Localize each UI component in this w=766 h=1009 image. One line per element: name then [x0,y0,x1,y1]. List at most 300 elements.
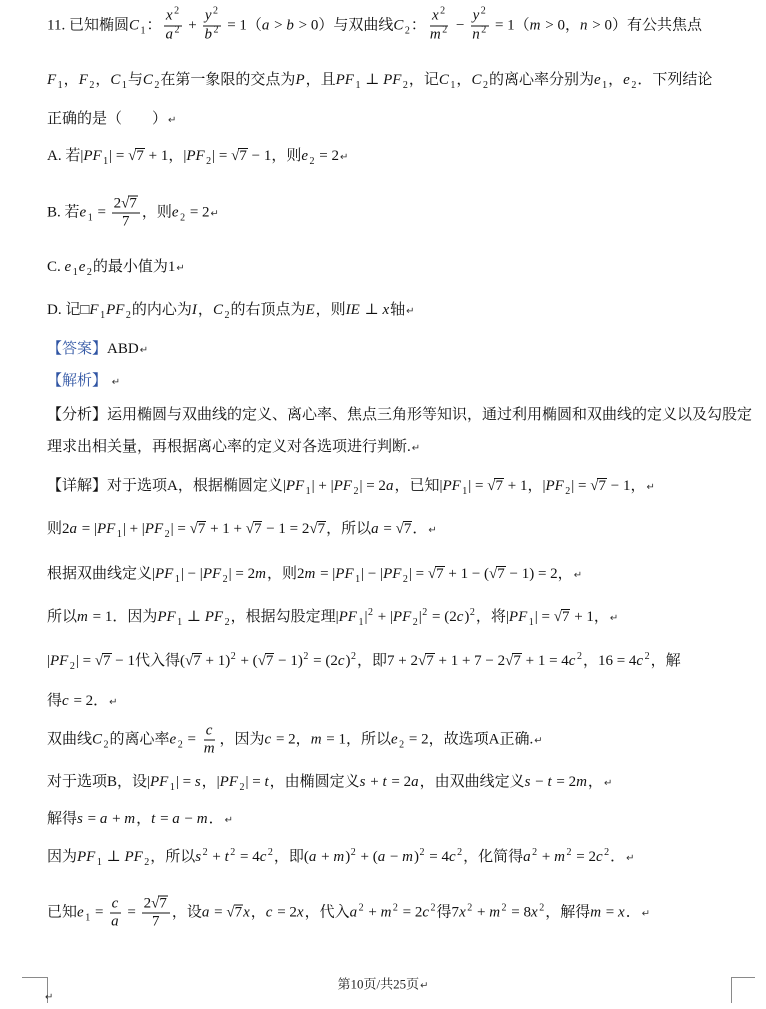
text-run: 得 [47,693,63,709]
subscript: 1 [358,617,364,628]
subscript: 1 [103,156,109,167]
superscript: 2 [174,5,180,17]
superscript: 2 [230,651,236,662]
text-run: = 1（ [223,17,262,34]
text-run: | [47,653,51,669]
text-run: 对于选项B，设| [47,774,151,790]
text-run: ，解 [650,653,681,669]
subscript: 1 [169,782,175,793]
math-variable: C [128,17,139,34]
text-run: = 2． [69,693,109,709]
text-run: ，将| [475,609,509,625]
fraction-numerator [112,196,140,214]
math-variable: c [205,722,213,739]
square-root [190,519,207,539]
fraction-numerator [164,5,182,27]
text-run: 的离心率分别为 [488,72,594,88]
text-run: ，且 [305,72,336,88]
text-run: 双曲线 [47,731,93,748]
fraction [109,896,122,931]
math-variable: m [310,731,322,748]
text-run: 7 [436,566,444,582]
text-run: ，由椭圆定义 [269,774,360,790]
text-run: 7 [239,148,247,164]
detail-line-6 [47,691,118,713]
subscript: 2 [239,782,245,793]
math-variable: n [579,17,588,34]
subscript: 1 [602,80,608,91]
math-variable: PF [77,849,96,865]
math-variable: x [618,904,625,921]
text-run: | [418,609,422,625]
text-run: ． [610,849,626,865]
square-root [185,651,202,671]
detail-line-11 [47,896,650,931]
radicand [265,653,275,668]
math-variable: m [489,904,501,921]
text-run: ，则 [315,302,346,318]
math-variable: PF [383,72,402,88]
text-run: = [123,904,140,921]
text-run: − 1 = 2 [262,521,310,537]
subscript: 1 [140,25,146,37]
math-variable: PF [442,478,461,494]
question-stem-line-3 [47,109,176,131]
text-run: > 0， [541,17,580,34]
math-variable: PF [106,302,125,318]
text-run: 理求出相关量，再根据离心率的定义对各选项进行判断. [47,439,411,455]
text-run: 7 [598,478,606,494]
text-run: B. 若 [47,204,80,221]
math-variable: a [349,904,358,921]
text-run: 7 [159,895,167,912]
math-variable: c [595,849,603,865]
math-variable: x [382,302,390,318]
section-label: 【答案】 [47,341,108,357]
math-variable: e [593,72,601,88]
subscript: 2 [144,857,150,868]
text-run: ，因为 [219,731,265,748]
math-variable: s [77,811,83,827]
math-variable: e [77,904,84,921]
math-variable: m [77,609,88,625]
paragraph-mark: ↵ [603,778,613,789]
math-variable: C [92,731,103,748]
subscript: 2 [402,80,408,91]
paragraph-mark: ↵ [176,263,185,274]
math-variable: e [78,259,86,275]
math-variable: x [531,904,538,921]
text-run: = 2 [387,774,412,790]
math-variable: s [524,774,531,790]
paragraph-mark: ↵ [111,377,121,388]
math-variable: s [194,774,201,790]
math-variable: PF [335,566,354,582]
subscript: 2 [180,212,186,224]
text-run: 得7 [436,904,460,921]
text-run: 7 [317,521,326,537]
radicand [135,148,145,163]
square-root [226,902,243,922]
text-run: + 1，| [144,148,187,164]
subscript: 1 [177,617,183,628]
math-variable: m [333,849,345,865]
question-stem-line-1 [47,5,702,45]
text-run: − 1) [274,653,303,669]
text-run: 解得 [47,811,78,827]
subscript: 2 [404,25,410,37]
math-variable: c [456,609,464,625]
text-run: = 2 [572,849,596,865]
radicand [128,196,138,211]
math-variable: c [265,904,273,921]
text-run: 7 [561,609,570,625]
math-variable: c [636,653,644,669]
text-run: 7 [136,148,144,164]
text-run: ⊥ [360,302,383,318]
text-run: 2 [113,195,122,212]
subscript: 1 [305,486,311,497]
detail-line-4 [47,607,618,629]
superscript: 2 [539,902,545,914]
subscript: 1 [87,212,93,224]
math-variable: x [165,7,173,24]
superscript: 2 [267,847,273,858]
text-run: + [366,774,383,790]
text-run: + | [373,609,393,625]
text-run: ，设 [171,904,202,921]
text-run: ) [464,609,470,625]
radicand [403,521,413,536]
text-run: | + | [311,478,334,494]
text-run: ．下列结论 [637,72,713,88]
fraction [428,5,450,45]
text-run: ， [197,302,213,318]
text-run: 【分析】运用椭圆与双曲线的定义、离心率、焦点三角形等知识，通过利用椭圆和双曲线的定义以及勾股定 [47,407,753,423]
math-variable: c [259,849,267,865]
math-variable: m [124,811,136,827]
subscript: 2 [353,486,359,497]
option-a [47,146,348,168]
text-run: | = [170,521,190,537]
superscript: 2 [576,651,582,662]
text-run: = 1（ [491,17,530,34]
text-run: ，解得 [545,904,591,921]
text-run: ： [410,17,426,34]
text-run: | = 2 [359,478,386,494]
text-run: ， [456,72,472,88]
text-run: C. [47,259,65,275]
subscript: 2 [224,617,230,628]
math-variable: F [47,72,57,88]
square-root [128,146,145,166]
text-run: 7 [129,195,137,212]
superscript: 2 [469,607,475,618]
math-variable: a [69,521,78,537]
text-run: = [91,904,108,921]
superscript: 2 [480,5,486,17]
math-variable: t [264,774,269,790]
question-stem-line-2 [47,70,712,92]
fraction-denominator [202,24,221,45]
superscript: 2 [351,651,357,662]
subscript: 2 [309,156,315,167]
square-root [121,196,138,213]
detail-line-10 [47,847,635,869]
paragraph-mark: ↵ [406,306,415,317]
detail-line-1 [47,476,655,498]
detail-line-3 [47,564,582,586]
text-run: ， [63,72,79,88]
square-root [258,651,275,671]
math-variable: C [212,302,223,318]
square-root [418,651,435,671]
math-variable: PF [219,774,238,790]
text-run: + 1) [201,653,231,669]
text-run: ，由双曲线定义 [419,774,525,790]
superscript: 2 [604,847,610,858]
text-run: | = [534,609,554,625]
math-variable: a [201,904,210,921]
superscript: 2 [350,847,356,858]
square-root [246,519,263,539]
text-run: = 2， [272,731,311,748]
subscript: 2 [164,529,170,540]
text-run: 7 [497,566,505,582]
superscript: 2 [430,902,436,914]
math-variable: PF [186,148,205,164]
math-variable: F [89,302,99,318]
text-run: + [317,849,334,865]
math-variable: x [459,904,466,921]
math-variable: C [110,72,121,88]
text-run: − 1代入得( [111,653,186,669]
paragraph-mark: ↵ [210,208,219,220]
text-run: | − | [361,566,384,582]
math-variable: PF [333,478,352,494]
text-run: | = [468,478,488,494]
text-run: | = [212,148,232,164]
text-run: ，即7 + 2 [357,653,418,669]
math-variable: c [568,653,576,669]
text-run: + 1 − ( [444,566,490,582]
text-run: 7 [151,913,160,930]
text-run: ， [587,774,603,790]
subscript: 2 [86,267,92,278]
math-variable: PF [383,566,402,582]
math-variable: PF [335,72,354,88]
fraction-denominator [163,24,182,45]
math-variable: a [308,849,317,865]
radicand [158,896,168,911]
superscript: 2 [392,902,398,914]
math-variable: c [111,895,119,912]
math-variable: m [380,904,392,921]
text-run: 正确的是（ ） [47,111,168,127]
text-run: + 1， [570,609,609,625]
paragraph-mark: ↵ [224,815,234,826]
math-variable: e [79,204,87,221]
math-variable: t [224,849,229,865]
math-variable: c [422,904,430,921]
math-variable: C [393,17,404,34]
square-root [489,564,506,584]
text-run: ． [625,904,641,921]
paragraph-mark: ↵ [420,980,429,992]
text-run: | = [571,478,591,494]
superscript: 2 [303,651,309,662]
math-variable: x [243,904,250,921]
text-run: 7 [103,653,111,669]
fraction-denominator [428,24,450,45]
text-run: 【详解】对于选项A，根据椭圆定义| [47,478,286,494]
text-run: = 4 [236,849,260,865]
math-variable: e [623,72,630,88]
radicand [425,653,435,668]
text-run: 则2 [47,521,70,537]
text-run: = [83,811,100,827]
math-variable: P [295,72,305,88]
subscript: 2 [399,739,405,751]
paragraph-mark: ↵ [641,908,651,920]
fraction-numerator [110,896,122,914]
math-variable: PF [338,609,357,625]
text-run: = 2 [315,148,339,164]
text-run: − [452,17,469,34]
text-run: = [183,731,200,748]
superscript: 2 [467,902,473,914]
math-variable: F [78,72,88,88]
text-run: 7 [197,521,206,537]
text-run: ，化简得 [463,849,524,865]
math-variable: PF [545,478,564,494]
text-run: = 2 [398,904,423,921]
superscript: 2 [457,847,463,858]
text-run: > 0）与双曲线 [294,17,394,34]
text-run: = 4 [425,849,449,865]
detail-line-9 [47,809,233,831]
superscript: 2 [419,847,425,858]
text-run: 的最小值为1 [92,259,176,275]
math-variable: s [359,774,366,790]
math-variable: e [169,731,177,748]
radicand [102,653,112,668]
fraction-denominator [120,214,132,231]
math-variable: y [472,7,480,24]
math-variable: e [301,148,309,164]
fraction [163,5,182,45]
fraction-numerator [204,723,216,741]
subscript: 1 [462,486,468,497]
text-run: + ( [236,653,258,669]
answer-line [47,339,148,361]
square-root [428,564,445,584]
page-number: 第10页/共25页 [337,976,420,992]
text-run: = 1．因为 [88,609,158,625]
superscript: 2 [358,902,364,914]
text-run: ： [146,17,162,34]
radicand [494,478,504,493]
text-run: | + | [122,521,145,537]
page-footer [0,974,766,993]
text-run: + 1 + 7 − 2 [434,653,506,669]
text-run: | = [408,566,428,582]
math-variable: PF [96,521,116,537]
math-variable: e [64,259,72,275]
text-run: ABD [107,341,139,357]
text-run: | = [175,774,195,790]
superscript: 2 [442,24,448,36]
option-c [47,257,185,279]
math-variable: s [195,849,202,865]
text-run: = 1，所以 [322,731,391,748]
math-variable: PF [508,609,528,625]
math-variable: m [304,566,316,582]
text-run: 轴 [390,302,406,318]
paragraph-mark: ↵ [45,992,54,1003]
radicand [234,904,244,919]
text-run: ，根据勾股定理| [230,609,339,625]
text-run: = 2 [273,904,297,921]
subscript: 1 [121,80,127,91]
text-run: | = 2 [228,566,256,582]
subscript: 2 [177,739,183,751]
math-variable: t [382,774,387,790]
fraction [202,5,221,45]
text-run: 的右顶点为 [230,302,306,318]
text-run: − [531,774,548,790]
subscript: 2 [224,310,230,321]
math-variable: x [431,7,439,24]
superscript: 2 [440,5,446,17]
math-variable: c [448,849,456,865]
text-run: + 1 + [206,521,246,537]
detail-line-7 [47,723,543,758]
math-variable: C [142,72,153,88]
radicand [238,148,248,163]
subscript: 1 [450,80,456,91]
radicand [512,653,522,668]
fraction-denominator [470,24,489,45]
text-run: 的离心率 [109,731,170,748]
subscript: 2 [482,80,488,91]
math-variable: m [196,811,208,827]
math-variable: a [523,849,531,865]
math-variable: PF [150,774,169,790]
radicand [496,566,506,581]
text-run: + ( [356,849,378,865]
text-run: + [208,849,225,865]
math-variable: e [171,204,179,221]
text-run: 7 [193,653,201,669]
text-run: − 1) = 2， [505,566,573,582]
superscript: 2 [532,847,538,858]
square-root [396,519,413,539]
subscript: 1 [100,310,106,321]
fraction-numerator [203,5,221,27]
radicand [197,521,207,536]
text-run: ， [608,72,624,88]
math-variable: PF [144,521,164,537]
subscript: 1 [355,80,361,91]
text-run: ⊥ [183,609,205,625]
superscript: 2 [202,847,208,858]
math-variable: a [99,811,108,827]
text-run: 7 [234,904,243,921]
text-run: = 8 [507,904,532,921]
fraction [470,5,489,45]
math-variable: x [296,904,304,921]
